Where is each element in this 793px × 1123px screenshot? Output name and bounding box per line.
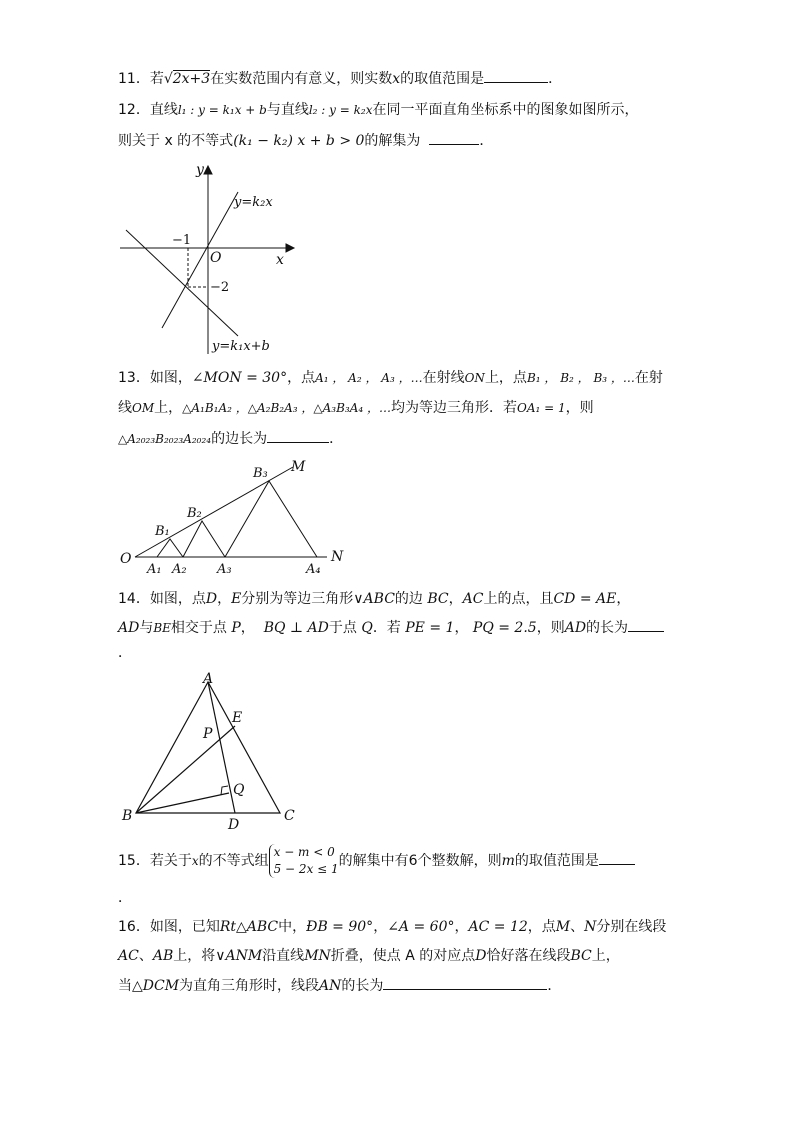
q15-m: m <box>501 853 515 869</box>
q14-text-l: 的长为 <box>586 620 629 636</box>
q14-text-f: 与 <box>139 620 154 636</box>
label-O: O <box>120 551 132 567</box>
q16-angle-b: ÐB = 90° <box>306 919 374 935</box>
q11-prefix: 11．若 <box>118 71 164 87</box>
q16-anm: ∨ANM <box>215 948 263 964</box>
q12-line1 <box>118 100 638 120</box>
q15-line1 <box>118 842 635 880</box>
q16-d: D <box>475 948 487 964</box>
q12-text-a: 12．直线 <box>118 102 178 118</box>
label-B1: B₁ <box>155 524 170 539</box>
q14-ad2: AD <box>564 620 587 636</box>
q13-line3 <box>118 428 343 449</box>
q15-suffix2: 的取值范围是 <box>514 853 599 869</box>
q16-dcm: △DCM <box>132 978 180 994</box>
segment-bq <box>136 793 229 813</box>
q15-answer-blank[interactable] <box>599 850 635 865</box>
q14-text-j: ．若 <box>372 620 401 636</box>
label-A4: A₄ <box>306 562 321 577</box>
q14-ac: AC <box>462 591 484 607</box>
q12-text-d: 则关于 x 的不等式 <box>118 133 234 149</box>
q14-p: P <box>231 620 241 636</box>
x-axis-label: x <box>276 252 284 268</box>
q16-angle-a: ∠A = 60° <box>387 919 455 935</box>
q14-text-a: 14．如图，点 <box>118 591 206 607</box>
q16-text-j: 恰好落在线段 <box>486 948 571 964</box>
q13-text-d: 上，点 <box>484 370 527 386</box>
q13-text-g: 上， <box>154 400 183 416</box>
q13-ray-om: OM <box>132 401 155 415</box>
label-k2x: y=k₂x <box>234 195 273 210</box>
q11-sqrt: √2x+3 <box>163 71 211 87</box>
q11-radicand: 2x+3 <box>172 71 211 87</box>
q13-triangles: △A₁B₁A₂ ，△A₂B₂A₃ ，△A₃B₃A₄ ，… <box>182 401 392 415</box>
tick-neg1: −1 <box>172 233 192 248</box>
q14-text-h: ， <box>240 620 255 636</box>
q16-line1: 16．如图，已知Rt△ABC中，ÐB = 90°，∠A = 60°，AC = 12，点M、N分别在线段 <box>118 919 667 935</box>
q16-text-c: ，点 <box>527 919 556 935</box>
label-A3: A₃ <box>217 562 232 577</box>
q16-an: AN <box>319 978 342 994</box>
line-k2x <box>162 192 238 328</box>
origin-label: O <box>210 250 222 266</box>
label-B3: B₃ <box>253 466 268 481</box>
label-Q: Q <box>233 782 245 798</box>
q11-mid: 在实数范围内有意义，则实数 <box>210 71 393 87</box>
q11-line <box>118 68 562 89</box>
q16-ac2: AC <box>118 948 139 964</box>
q13-ray-on: ON <box>464 371 485 385</box>
q16-text-f: 、 <box>138 948 153 964</box>
q16-text-h: 沿直线 <box>262 948 305 964</box>
q12-inequality: (k₁ − k₂) x + b > 0 <box>233 133 365 149</box>
q13-text-j: 的边长为 <box>211 431 268 447</box>
q14-q: Q <box>361 620 373 636</box>
label-B2: B₂ <box>187 506 202 521</box>
q12-line2 <box>118 130 493 151</box>
q13-text-e: 在射 <box>634 370 663 386</box>
q14-d: D <box>205 591 218 607</box>
q16-text-n: 的长为 <box>341 978 384 994</box>
q14-text-k: ，则 <box>536 620 565 636</box>
tick-neg2: −2 <box>210 280 230 295</box>
q11-var: x <box>392 71 401 87</box>
label-A: A <box>203 671 214 687</box>
q15-inequality-system <box>269 844 339 878</box>
q16-text-g: 上，将 <box>173 948 216 964</box>
q12-text-e: 的解集为 <box>364 133 421 149</box>
q15-suffix: 的解集中有6个整数解，则 <box>338 853 502 869</box>
q15-mid: 的不等式组 <box>198 853 269 869</box>
q15-var: x <box>191 854 199 868</box>
q16-text-l: 当 <box>118 978 132 994</box>
q14-perp: BQ ⊥ AD <box>263 620 329 636</box>
q16-text-e: 分别在线段 <box>596 919 667 935</box>
label-B: B <box>122 808 133 824</box>
q16-mn: MN <box>304 948 331 964</box>
q15-ineq2: 5 − 2x ≤ 1 <box>273 862 339 876</box>
q12-figure <box>110 160 300 360</box>
q13-target-triangle: △A₂₀₂₃B₂₀₂₃A₂₀₂₄ <box>118 432 212 446</box>
label-A1: A₁ <box>147 562 162 577</box>
q14-triangle: ∨ABC <box>353 591 395 607</box>
label-P: P <box>203 726 213 742</box>
q12-l1: l₁ : y = k₁x + b <box>177 103 267 117</box>
label-M: M <box>291 459 306 475</box>
q16-ab: AB <box>152 948 174 964</box>
y-axis-arrow <box>204 166 212 174</box>
q14-text-b: 分别为等边三角形 <box>241 591 354 607</box>
q14-end: ． <box>118 645 132 661</box>
x-axis-arrow <box>286 244 294 252</box>
q14-be: BE <box>153 621 171 635</box>
q13-angle: ∠MON = 30° <box>191 370 288 386</box>
q16-text-k: 上， <box>591 948 620 964</box>
q13-condition: OA₁ = 1 <box>517 401 566 415</box>
label-E: E <box>232 710 243 726</box>
q15-ineq1: x − m < 0 <box>273 845 335 859</box>
q12-text-c: 在同一平面直角坐标系中的图象如图所示， <box>372 102 639 118</box>
q13-text-h: 均为等边三角形．若 <box>391 400 518 416</box>
label-k1x-b: y=k₁x+b <box>212 339 270 354</box>
q13-points-b: B₁ ， B₂ ， B₃ ，… <box>526 371 635 385</box>
q12-text-b: 与直线 <box>266 102 309 118</box>
q15-prefix: 15．若关于 <box>118 853 192 869</box>
q14-answer-blank[interactable] <box>628 617 664 632</box>
ray-om <box>135 467 293 557</box>
q16-line3 <box>118 975 561 996</box>
label-D: D <box>228 817 240 833</box>
q16-bc: BC <box>570 948 592 964</box>
q14-text-d: 上的点，且 <box>483 591 554 607</box>
q14-line3 <box>118 643 132 663</box>
q16-text-b: 中， <box>278 919 307 935</box>
q13-text-f: 线 <box>118 400 132 416</box>
q14-text-c: 的边 <box>394 591 423 607</box>
q13-figure <box>115 455 355 580</box>
q13-text-i: ，则 <box>565 400 594 416</box>
segment-be <box>136 726 235 813</box>
q14-figure <box>118 668 308 833</box>
q14-text-i: 于点 <box>328 620 357 636</box>
q14-pq: PQ = 2.5 <box>472 620 537 636</box>
q11-suffix: 的取值范围是 <box>400 71 485 87</box>
q12-end: ． <box>479 133 494 149</box>
q11-end: ． <box>548 71 563 87</box>
q14-eq: CD = AE <box>553 591 617 607</box>
q13-points-a: A₁ ， A₂ ， A₃ ，… <box>315 371 423 385</box>
q13-text-b: ，点 <box>287 370 316 386</box>
q14-e: E <box>231 591 242 607</box>
q13-text-a: 13．如图， <box>118 370 192 386</box>
q16-text-i: 折叠，使点 A 的对应点 <box>330 948 476 964</box>
label-A2: A₂ <box>172 562 187 577</box>
q15-line2 <box>118 888 132 908</box>
q13-text-c: 在射线 <box>422 370 465 386</box>
label-C: C <box>284 808 295 824</box>
q13-line2 <box>118 398 594 418</box>
q15-end: ． <box>118 890 132 906</box>
q16-m: M <box>555 919 571 935</box>
q13-line1 <box>118 368 663 388</box>
label-N: N <box>331 549 344 565</box>
q16-text-d: 、 <box>570 919 585 935</box>
q14-line1: 14．如图，点D，E分别为等边三角形∨ABC的边 BC，AC上的点，且CD = AE， <box>118 591 631 607</box>
q14-pe: PE = 1 <box>405 620 455 636</box>
q12-l2: l₂ : y = k₂x <box>308 103 373 117</box>
q13-end: ． <box>329 431 344 447</box>
q14-ad: AD <box>118 620 140 636</box>
q11-answer-blank[interactable] <box>484 68 548 83</box>
q16-text-m: 为直角三角形时，线段 <box>179 978 320 994</box>
q16-end: ． <box>547 978 562 994</box>
q16-answer-blank[interactable] <box>383 975 547 990</box>
y-axis-label: y <box>196 162 204 178</box>
q16-ac: AC = 12 <box>468 919 528 935</box>
q16-rt: Rt△ABC <box>219 919 279 935</box>
triangle-3 <box>225 481 317 557</box>
q12-answer-blank[interactable] <box>429 130 479 145</box>
q14-bc: BC <box>427 591 449 607</box>
q14-text-e: ， <box>616 591 631 607</box>
q16-line2 <box>118 946 620 966</box>
q14-text-g: 相交于点 <box>170 620 227 636</box>
q14-comma: ， <box>217 591 232 607</box>
q16-n: N <box>584 919 597 935</box>
q14-line2: AD与BE相交于点 P， BQ ⊥ AD于点 Q．若 PE = 1， PQ = 2.5，则AD的长为 <box>118 617 664 638</box>
q16-text-a: 16．如图，已知 <box>118 919 220 935</box>
q13-answer-blank[interactable] <box>267 428 329 443</box>
